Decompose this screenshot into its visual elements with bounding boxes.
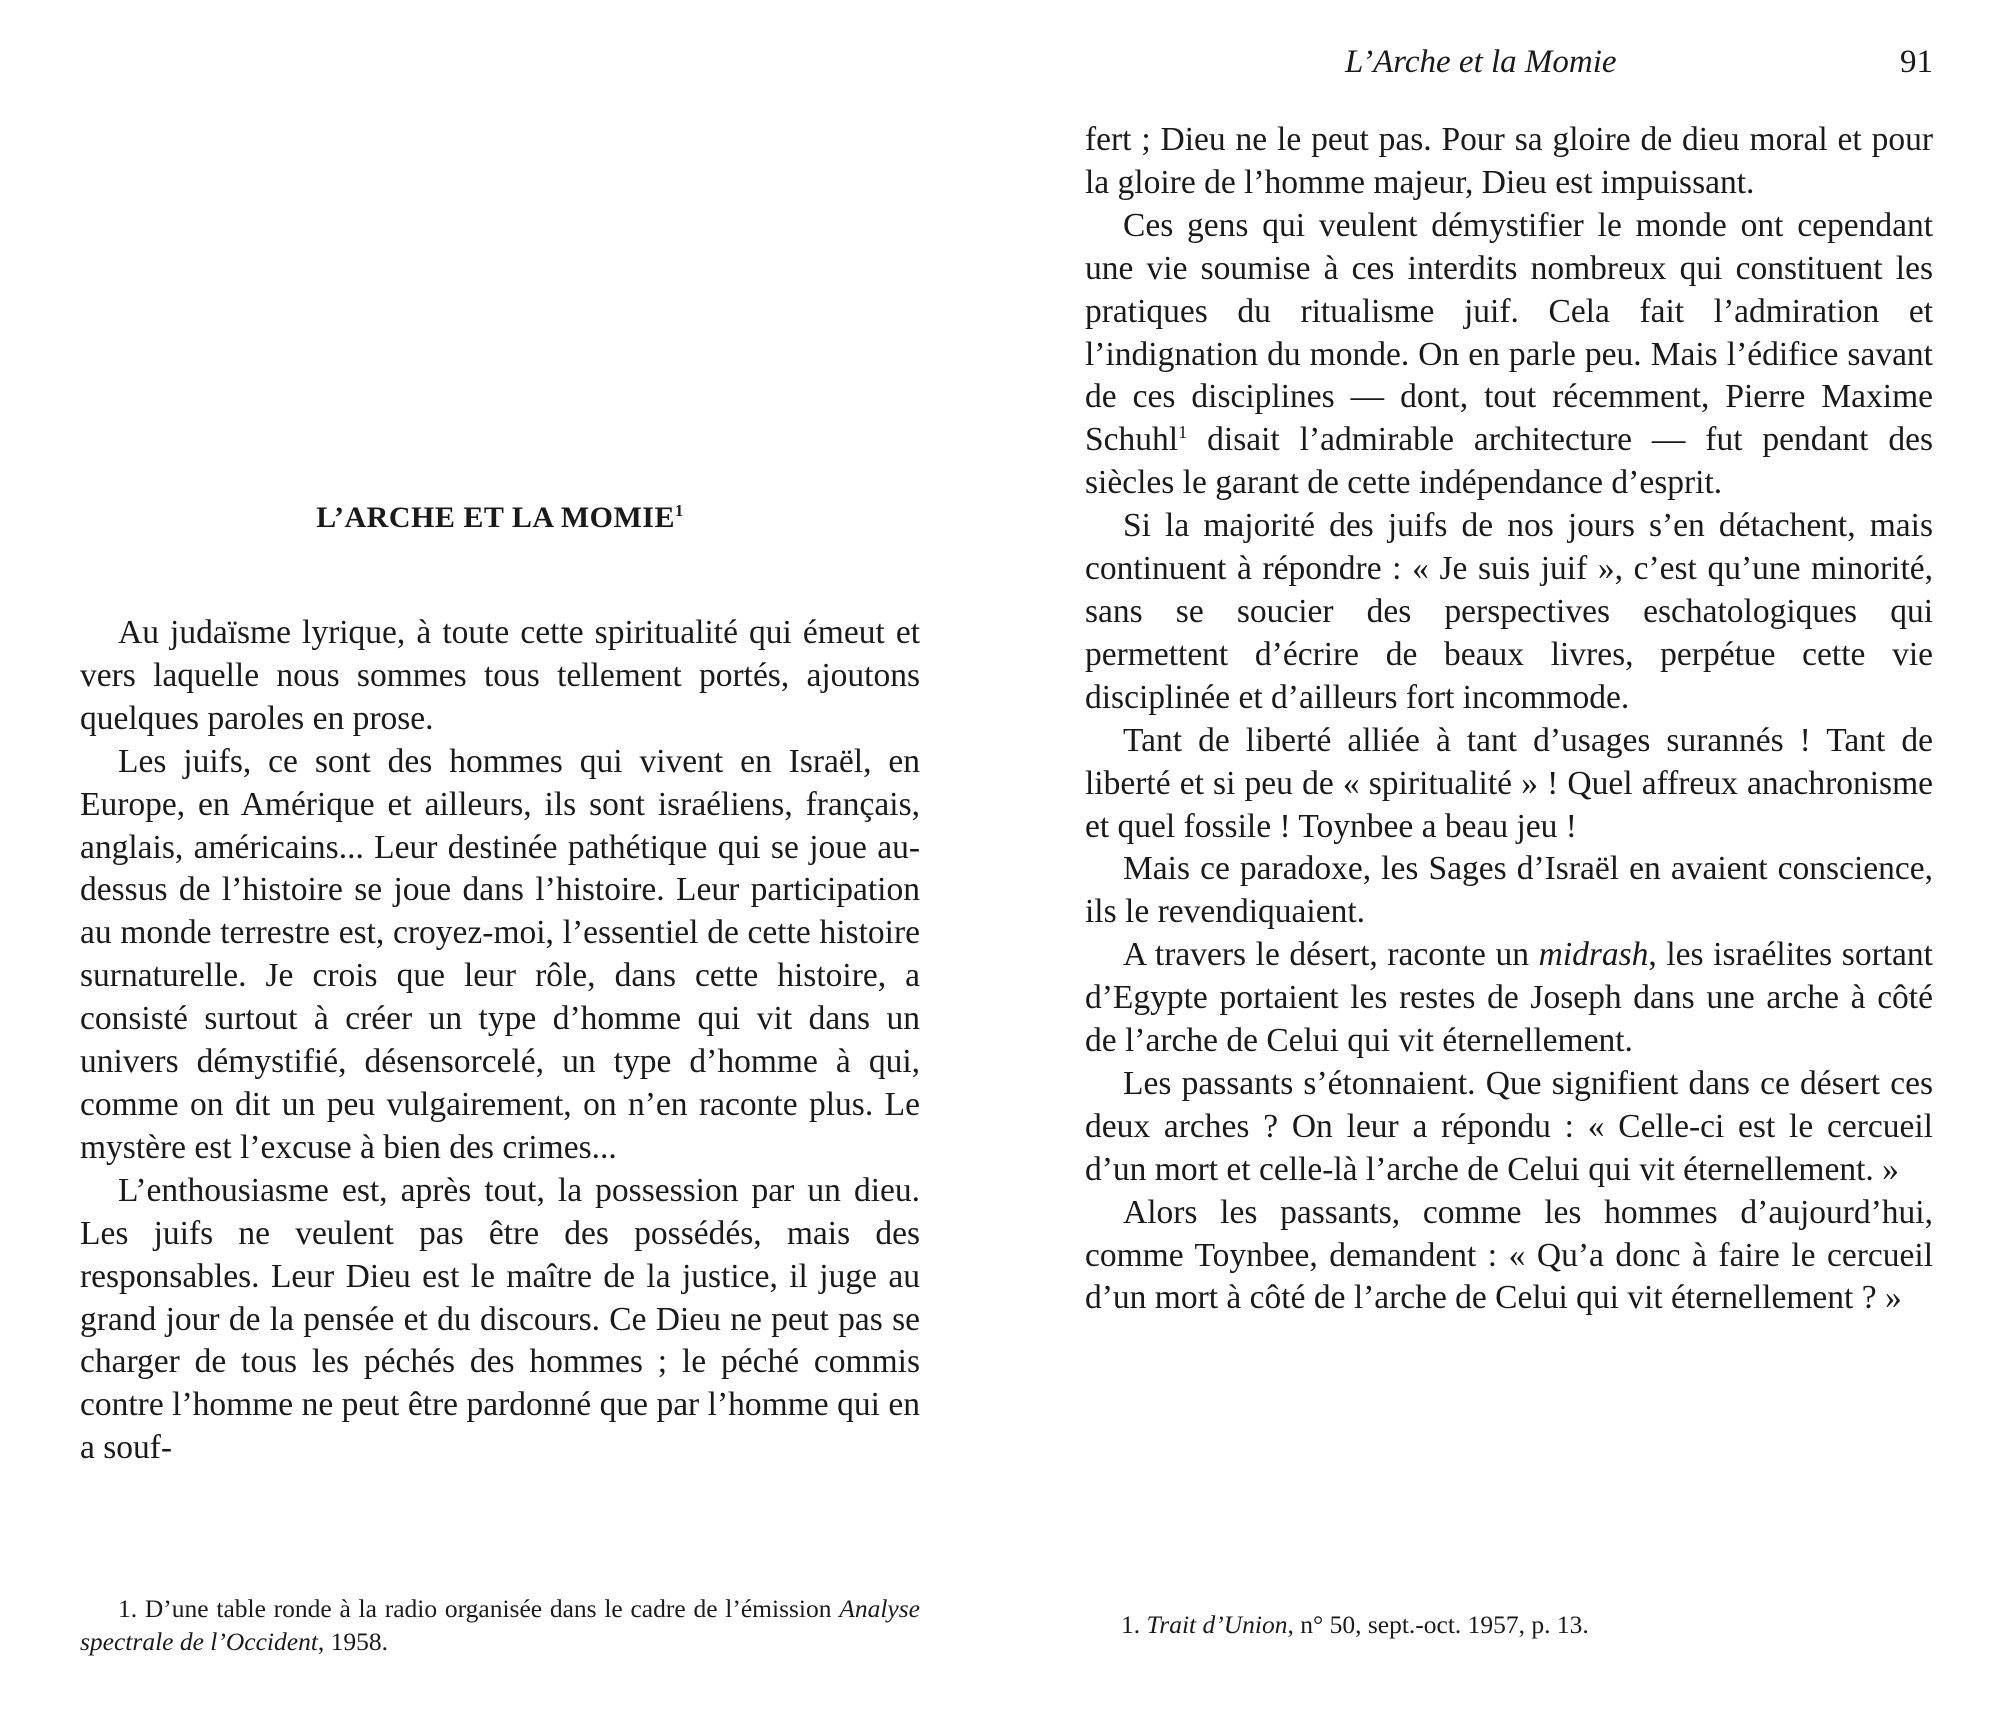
paragraph: Les juifs, ce sont des hommes qui vivent en Israël, en Europe, en Amérique et ailleurs, ils sont israéliens, français, anglais, américains... Leur destinée pathétique qui se joue au-dessus de l’histoire se joue dans l’histoire. Leur participation au monde terrestre est, croyez-moi, l’essentiel de cette histoire surnaturelle. Je crois que leur rôle, dans cette histoire, a consisté surtout à créer un type d’homme qui vit dans un univers démystifié, désensorcelé, un type d’homme à qui, comme on dit un peu vulgairement, on n’en raconte plus. Le mystère est l’excuse à bien des crimes... [80,742,920,1166]
chapter-title-text: L’ARCHE ET LA MOMIE [316,501,675,534]
footnote-text: 1. [1121,1610,1147,1639]
running-title: L’Arche et la Momie [1345,44,1617,80]
paragraph-text: disait l’admirable architecture — fut pendant des siècles le garant de cette indépendance d’esprit. [1085,421,1933,502]
paragraph: Tant de liberté alliée à tant d’usages surannés ! Tant de liberté et si peu de « spiritualité » ! Quel affreux anachronisme et quel fossile ! Toynbee a beau jeu ! [1085,721,1933,845]
paragraph-text: , les israélites sortant d’Egypte portaient les restes de Joseph dans une arche à côté de l’arche de Celui qui vit éternellement. [1085,936,1933,1060]
paragraph: Au judaïsme lyrique, à toute cette spiritualité qui émeut et vers laquelle nous sommes tous tellement portés, ajoutons quelques paroles en prose. [80,614,920,737]
paragraph: Les passants s’étonnaient. Que signifient dans ce désert ces deux arches ? On leur a répondu : « Celle-ci est le cercueil d’un mort et celle-là l’arche de Celui qui vit éternellement. » [1085,1064,1933,1188]
footnote-italic: Analyse spectrale de l’Occident [80,1594,920,1656]
footnote-italic: Trait d’Union [1146,1610,1288,1639]
page-number: 91 [1900,44,1933,80]
footnote [1085,1608,1933,1641]
right-footnote-block [1085,1608,1933,1641]
footnote-ref: 1 [1178,422,1188,443]
left-body-text [80,612,920,1470]
paragraph: Mais ce paradoxe, les Sages d’Israël en avaient conscience, ils le revendiquaient. [1085,850,1933,931]
paragraph: L’enthousiasme est, après tout, la possession par un dieu. Les juifs ne veulent pas être des possédés, mais des responsables. Leur Dieu est le maître de la justice, il juge au grand jour de la pensée et du discours. Ce Dieu ne peut pas se charger de tous les péchés des hommes ; le péché commis contre l’homme ne peut être pardonné que par l’homme qui en a souf- [80,1171,920,1467]
paragraph: fert ; Dieu ne le peut pas. Pour sa gloire de dieu moral et pour la gloire de l’homme majeur, Dieu est impuissant. [1085,121,1933,201]
footnote-ref: 1 [674,501,684,520]
chapter-title [80,498,920,538]
footnote-text: 1. D’une table ronde à la radio organisée dans le cadre de l’émission [118,1594,840,1623]
paragraph [1085,934,1933,1063]
right-body-text [1085,119,1933,1320]
paragraph-text: A travers le désert, raconte un [1123,936,1539,974]
left-footnote-block [80,1592,920,1658]
paragraph-italic: midrash [1538,936,1649,974]
paragraph [1085,205,1933,505]
footnote-text: , n° 50, sept.-oct. 1957, p. 13. [1287,1610,1589,1639]
footnote [80,1592,920,1658]
paragraph: Alors les passants, comme les hommes d’aujourd’hui, comme Toynbee, demandent : « Qu’a donc à faire le cercueil d’un mort à côté de l’arche de Celui qui vit éternellement ? » [1085,1193,1933,1317]
paragraph: Si la majorité des juifs de nos jours s’en détachent, mais continuent à répondre : « Je suis juif », c’est qu’une minorité, sans se soucier des perspectives eschatologiques qui permettent d’écrire de beaux livres, perpétue cette vie disciplinée et d’ailleurs fort incommode. [1085,507,1933,716]
footnote-text: , 1958. [317,1627,389,1656]
paragraph-text: Ces gens qui veulent démystifier le monde ont cependant une vie soumise à ces interdits nombreux qui constituent les pratiques du ritualisme juif. Cela fait l’admiration et l’indignation du monde. On en parle peu. Mais l’édifice savant de ces disciplines — dont, tout récemment, Pierre Maxime Schuhl [1085,206,1933,459]
